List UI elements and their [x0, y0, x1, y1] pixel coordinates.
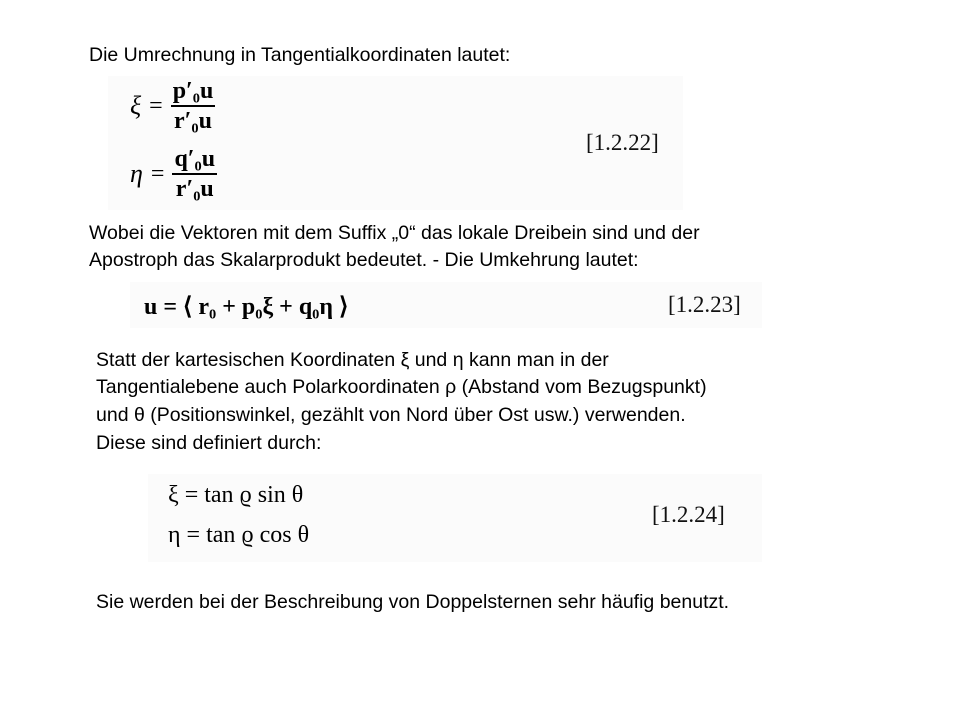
polar-text-line-3: und θ (Positionswinkel, gezählt von Nord über Ost usw.) verwenden.: [96, 404, 686, 426]
closing-text: Sie werden bei der Beschreibung von Doppelsternen sehr häufig benutzt.: [96, 591, 730, 613]
eta-fraction: [130, 146, 217, 202]
fraction-bar: [171, 105, 216, 107]
polar-text-line-2: Tangentialebene auch Polarkoordinaten ρ (Abstand vom Bezugspunkt): [96, 376, 707, 398]
polar-text-line-4: Diese sind definiert durch:: [96, 432, 322, 454]
intro-text: Die Umrechnung in Tangentialkoordinaten lautet:: [89, 44, 511, 66]
polar-text-line-1: Statt der kartesischen Koordinaten ξ und η kann man in der: [96, 349, 609, 371]
eta-symbol: η: [130, 159, 143, 188]
xi-numerator: p′₀u: [172, 78, 214, 104]
equation-1-2-23-box: [130, 282, 762, 328]
vectors-text-line-1: Wobei die Vektoren mit dem Suffix „0“ das lokale Dreibein sind und der: [89, 222, 700, 244]
xi-fraction: [130, 78, 215, 134]
equation-1-2-22-box: [108, 76, 683, 210]
xi-symbol: ξ: [130, 91, 142, 120]
equation-1-2-24-line-2: η = tan ϱ cos θ: [168, 522, 310, 548]
equation-1-2-23-expression: u = ⟨ r₀ + p₀ξ + q₀η ⟩: [144, 294, 349, 320]
fraction-bar: [172, 173, 217, 175]
xi-denominator: r′₀u: [174, 108, 212, 134]
vectors-text-line-2: Apostroph das Skalarprodukt bedeutet. - Die Umkehrung lautet:: [89, 249, 639, 271]
eta-numerator: q′₀u: [174, 146, 216, 172]
equation-1-2-24-line-1: ξ = tan ϱ sin θ: [168, 482, 304, 508]
eta-denominator: r′₀u: [175, 176, 214, 202]
equation-number-1-2-23: [1.2.23]: [668, 292, 741, 317]
equation-number-1-2-22: [1.2.22]: [586, 130, 659, 155]
equals-sign: =: [150, 160, 165, 187]
xi-fraction-body: [171, 78, 216, 134]
equals-sign: =: [149, 92, 163, 119]
equation-number-1-2-24: [1.2.24]: [652, 502, 725, 527]
equation-1-2-24-box: [148, 474, 762, 562]
eta-fraction-body: [172, 146, 217, 202]
